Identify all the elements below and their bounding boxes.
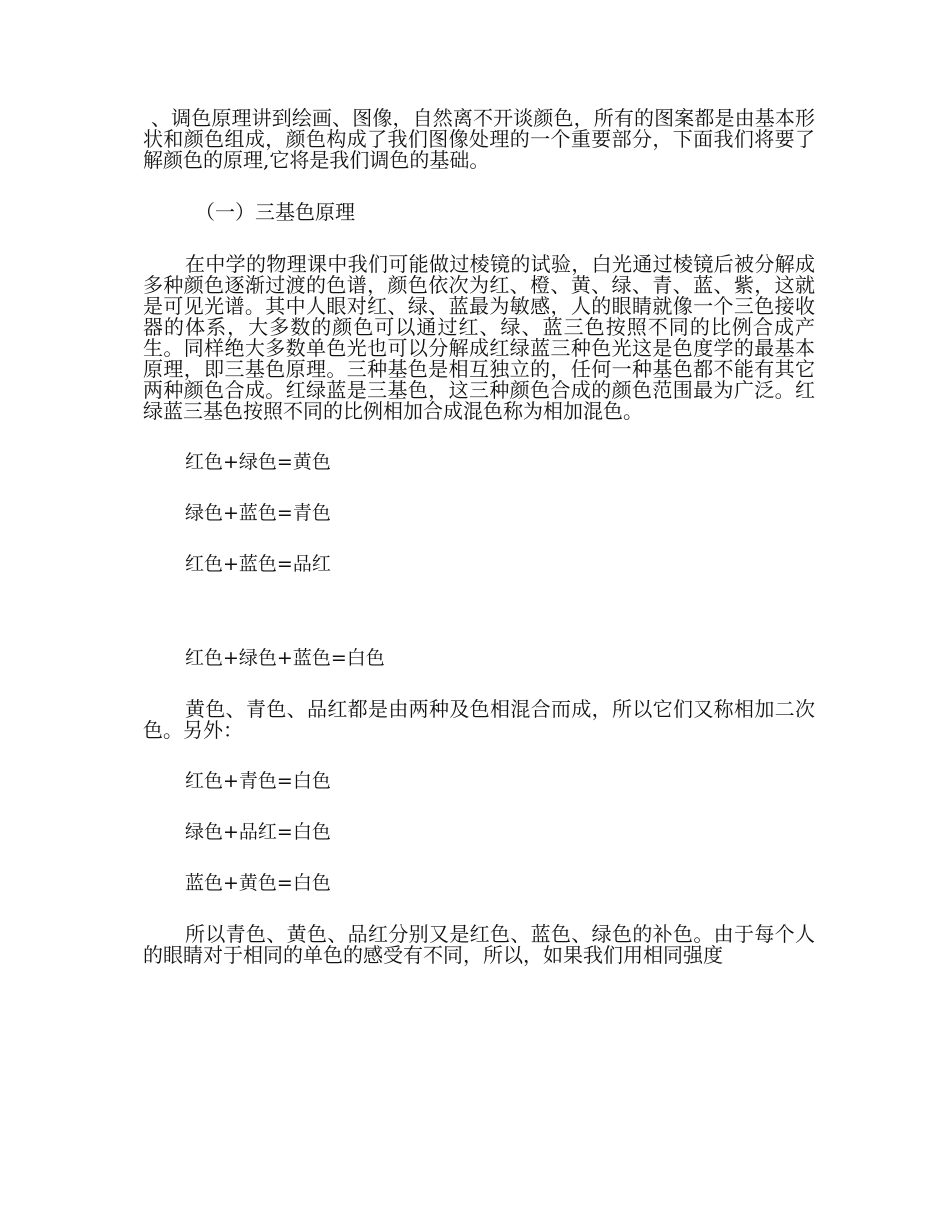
formula-blue-yellow: 蓝色+黄色=白色	[185, 872, 331, 894]
body-paragraph-1: 在中学的物理课中我们可能做过棱镜的试验，白光通过棱镜后被分解成多种颜色逐渐过渡的色谱，颜色依次为红、橙、黄、绿、青、蓝、紫，这就是可见光谱。其中人眼对红、绿、蓝最为敏感，人的眼睛就像一个三色接收器的体系，大多数的颜色可以通过红、绿、蓝三色按照不同的比例合成产生。同样绝大多数单色光也可以分解成红绿蓝三种色光这是色度学的最基本原理，即三基色原理。三种基色是相互独立的，任何一种基色都不能有其它两种颜色合成。红绿蓝是三基色，这三种颜色合成的颜色范围最为广泛。红绿蓝三基色按照不同的比例相加合成混色称为相加混色。	[143, 252, 815, 423]
section-heading: （一）三基色原理	[195, 200, 355, 224]
formula-green-magenta: 绿色+品红=白色	[185, 821, 331, 843]
body-paragraph-2: 黄色、青色、品红都是由两种及色相混合而成，所以它们又称相加二次色。另外：	[143, 697, 815, 742]
formula-red-cyan: 红色+青色=白色	[185, 770, 331, 792]
formula-red-blue: 红色+蓝色=品红	[185, 553, 331, 575]
formula-rgb-white: 红色+绿色+蓝色=白色	[185, 647, 385, 669]
document-page	[143, 108, 815, 966]
formula-green-blue: 绿色+蓝色=青色	[185, 502, 331, 524]
intro-paragraph: 、调色原理讲到绘画、图像，自然离不开谈颜色，所有的图案都是由基本形状和颜色组成，颜色构成了我们图像处理的一个重要部分，下面我们将要了解颜色的原理,它将是我们调色的基础。	[143, 106, 815, 172]
formula-red-green: 红色+绿色=黄色	[185, 451, 331, 473]
body-paragraph-3: 所以青色、黄色、品红分别又是红色、蓝色、绿色的补色。由于每个人的眼睛对于相同的单色的感受有不同，所以，如果我们用相同强度	[143, 922, 815, 967]
